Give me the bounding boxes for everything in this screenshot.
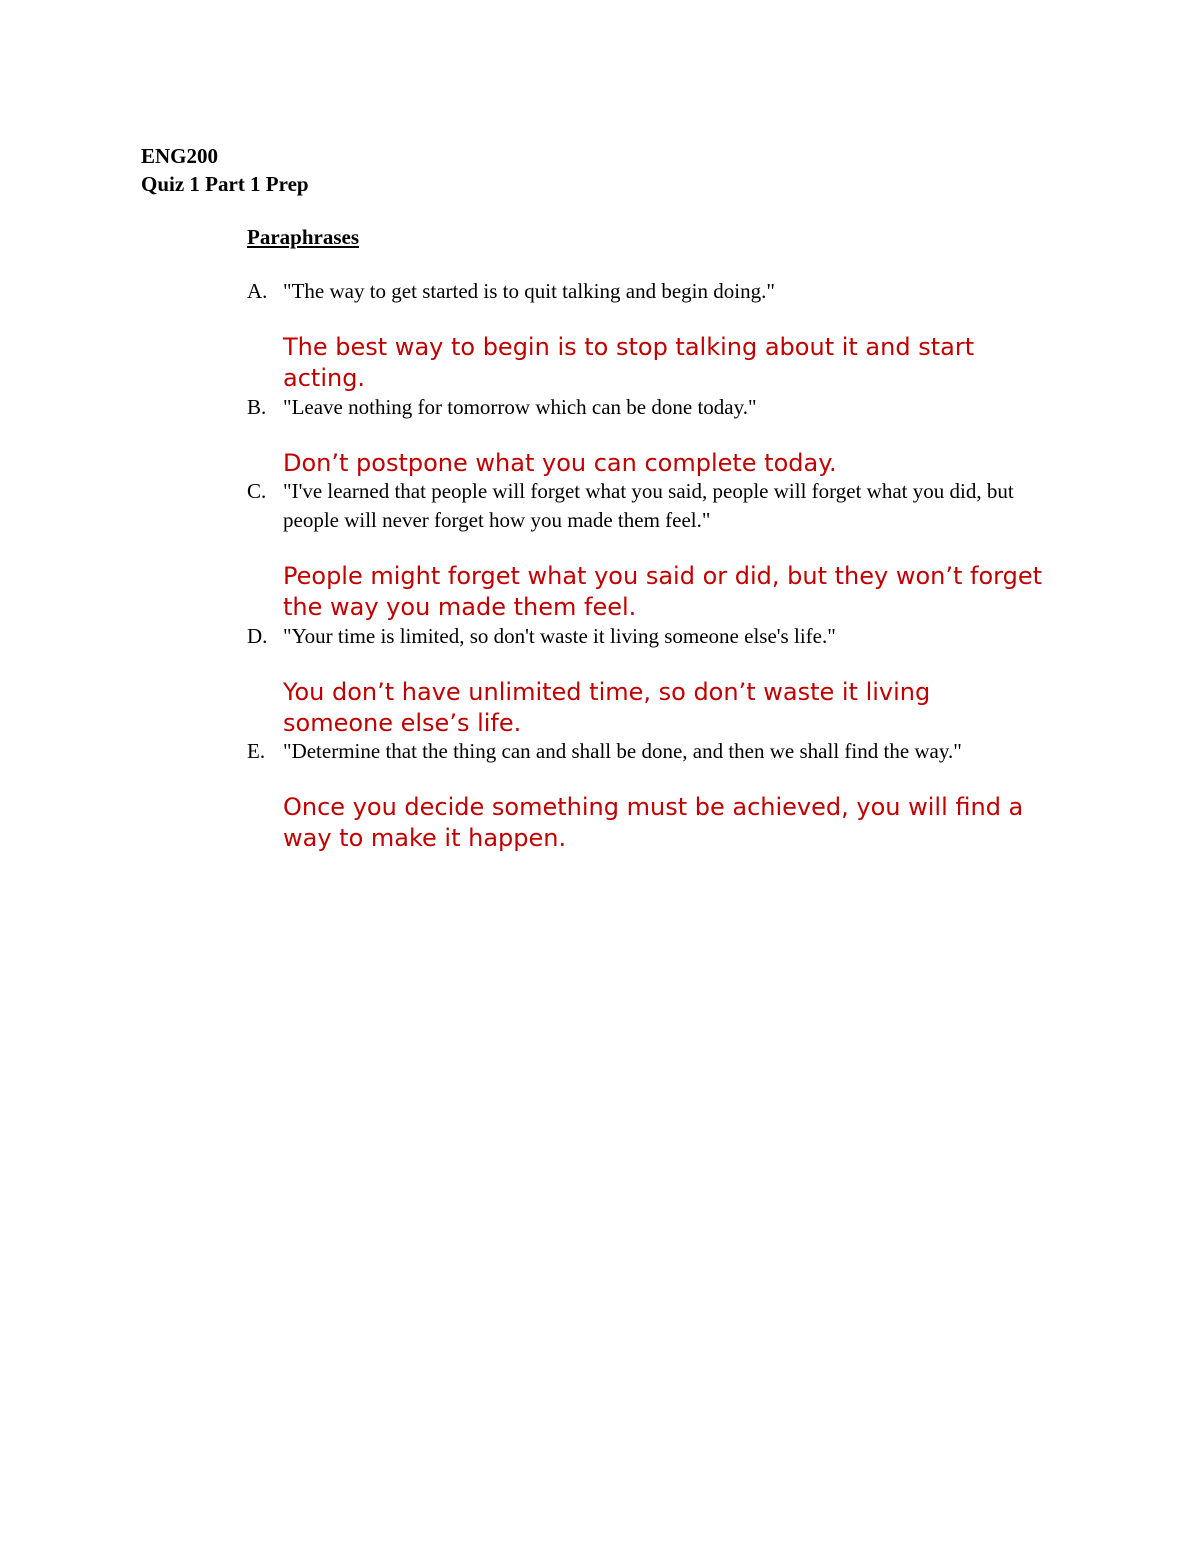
item-letter: D. [247, 624, 268, 648]
list-item-b [247, 393, 1047, 479]
paraphrase-text: Once you decide something must be achieved, you will find a way to make it happen. [283, 793, 1024, 852]
paraphrase-text: People might forget what you said or did, but they won’t forget the way you made them feel. [283, 562, 1043, 621]
quote-text: "Leave nothing for tomorrow which can be done today." [283, 395, 757, 419]
paraphrase-text: The best way to begin is to stop talking about it and start acting. [283, 333, 975, 392]
paraphrase-text: You don’t have unlimited time, so don’t waste it living someone else’s life. [283, 678, 931, 737]
quote-row [247, 393, 1047, 422]
paraphrase-text: Don’t postpone what you can complete today. [283, 449, 837, 477]
list-item-a [247, 277, 1047, 394]
quote-text: "Your time is limited, so don't waste it living someone else's life." [283, 624, 836, 648]
course-code: ENG200 [141, 144, 219, 168]
item-letter: E. [247, 739, 266, 763]
quote-row [247, 622, 1047, 651]
quote-row [247, 277, 1047, 306]
quote-text: "The way to get started is to quit talking and begin doing." [283, 279, 775, 303]
item-letter: B. [247, 395, 267, 419]
item-letter: C. [247, 479, 267, 503]
quote-text: "I've learned that people will forget what you said, people will forget what you did, but people will never forget how you made them feel." [283, 479, 1014, 532]
item-letter: A. [247, 279, 268, 303]
list-item-d [247, 622, 1047, 739]
document-title: Quiz 1 Part 1 Prep [141, 172, 309, 196]
quote-text: "Determine that the thing can and shall be done, and then we shall find the way." [283, 739, 962, 763]
section-title: Paraphrases [247, 225, 359, 249]
document-header [141, 142, 309, 198]
list-item-c [247, 477, 1047, 623]
quote-row [247, 477, 1047, 535]
quote-row [247, 737, 1047, 766]
list-item-e [247, 737, 1047, 854]
